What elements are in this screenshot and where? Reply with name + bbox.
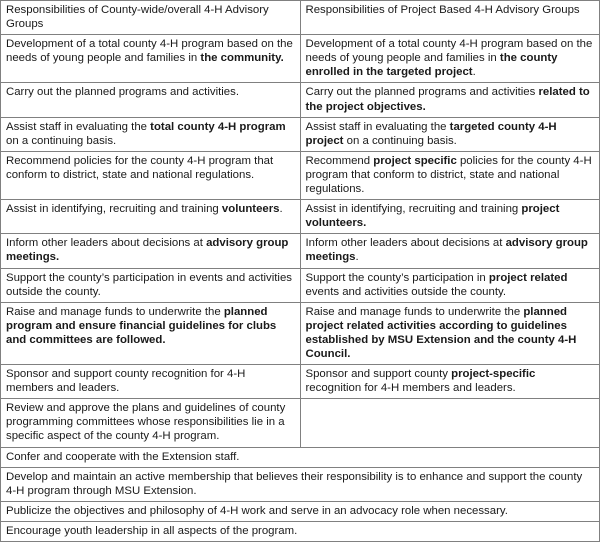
cell-project-based: Support the county’s participation in project related events and activities outside the county. bbox=[300, 268, 600, 302]
cell-project-based: Carry out the planned programs and activities related to the project objectives. bbox=[300, 83, 600, 117]
table-row bbox=[1, 302, 600, 364]
table-body bbox=[1, 35, 600, 542]
cell-project-based: Assist in identifying, recruiting and training project volunteers. bbox=[300, 200, 600, 234]
cell-shared-responsibility: Confer and cooperate with the Extension staff. bbox=[1, 447, 600, 467]
cell-county-wide: Assist in identifying, recruiting and training volunteers. bbox=[1, 200, 301, 234]
table-row-shared bbox=[1, 467, 600, 501]
cell-county-wide: Carry out the planned programs and activities. bbox=[1, 83, 301, 117]
table-row bbox=[1, 268, 600, 302]
table-row bbox=[1, 117, 600, 151]
cell-project-based: Inform other leaders about decisions at advisory group meetings. bbox=[300, 234, 600, 268]
cell-shared-responsibility: Develop and maintain an active membership that believes their responsibility is to enhance and support the county 4-H program through MSU Extension. bbox=[1, 467, 600, 501]
cell-shared-responsibility: Encourage youth leadership in all aspects of the program. bbox=[1, 521, 600, 541]
cell-county-wide: Raise and manage funds to underwrite the planned program and ensure financial guidelines for clubs and committees are followed. bbox=[1, 302, 301, 364]
cell-project-based: Development of a total county 4-H program based on the needs of young people and families in the county enrolled in the targeted project. bbox=[300, 35, 600, 83]
cell-project-based: Raise and manage funds to underwrite the planned project related activities according to guidelines established by MSU Extension and the county 4-H Council. bbox=[300, 302, 600, 364]
cell-county-wide: Assist staff in evaluating the total county 4-H program on a continuing basis. bbox=[1, 117, 301, 151]
cell-county-wide: Recommend policies for the county 4-H program that conform to district, state and national regulations. bbox=[1, 151, 301, 199]
table-row bbox=[1, 151, 600, 199]
table-row-shared bbox=[1, 521, 600, 541]
table-row bbox=[1, 399, 600, 447]
table-row bbox=[1, 83, 600, 117]
cell-county-wide: Review and approve the plans and guidelines of county programming committees whose responsibilities lie in a specific aspect of the county 4-H program. bbox=[1, 399, 301, 447]
cell-county-wide: Inform other leaders about decisions at advisory group meetings. bbox=[1, 234, 301, 268]
cell-county-wide: Sponsor and support county recognition for 4-H members and leaders. bbox=[1, 365, 301, 399]
table-row bbox=[1, 234, 600, 268]
cell-project-based-empty bbox=[300, 399, 600, 447]
table-row bbox=[1, 35, 600, 83]
table-row-shared bbox=[1, 447, 600, 467]
column-header-county-wide: Responsibilities of County-wide/overall 4-H Advisory Groups bbox=[1, 1, 301, 35]
column-header-project-based: Responsibilities of Project Based 4-H Advisory Groups bbox=[300, 1, 600, 35]
table-header bbox=[1, 1, 600, 35]
table-row-shared bbox=[1, 501, 600, 521]
table-row bbox=[1, 365, 600, 399]
cell-project-based: Assist staff in evaluating the targeted county 4-H project on a continuing basis. bbox=[300, 117, 600, 151]
cell-shared-responsibility: Publicize the objectives and philosophy of 4-H work and serve in an advocacy role when necessary. bbox=[1, 501, 600, 521]
header-row bbox=[1, 1, 600, 35]
cell-project-based: Sponsor and support county project-specific recognition for 4-H members and leaders. bbox=[300, 365, 600, 399]
cell-project-based: Recommend project specific policies for the county 4-H program that conform to district, state and national regulations. bbox=[300, 151, 600, 199]
cell-county-wide: Support the county’s participation in events and activities outside the county. bbox=[1, 268, 301, 302]
table-row bbox=[1, 200, 600, 234]
cell-county-wide: Development of a total county 4-H program based on the needs of young people and families in the community. bbox=[1, 35, 301, 83]
